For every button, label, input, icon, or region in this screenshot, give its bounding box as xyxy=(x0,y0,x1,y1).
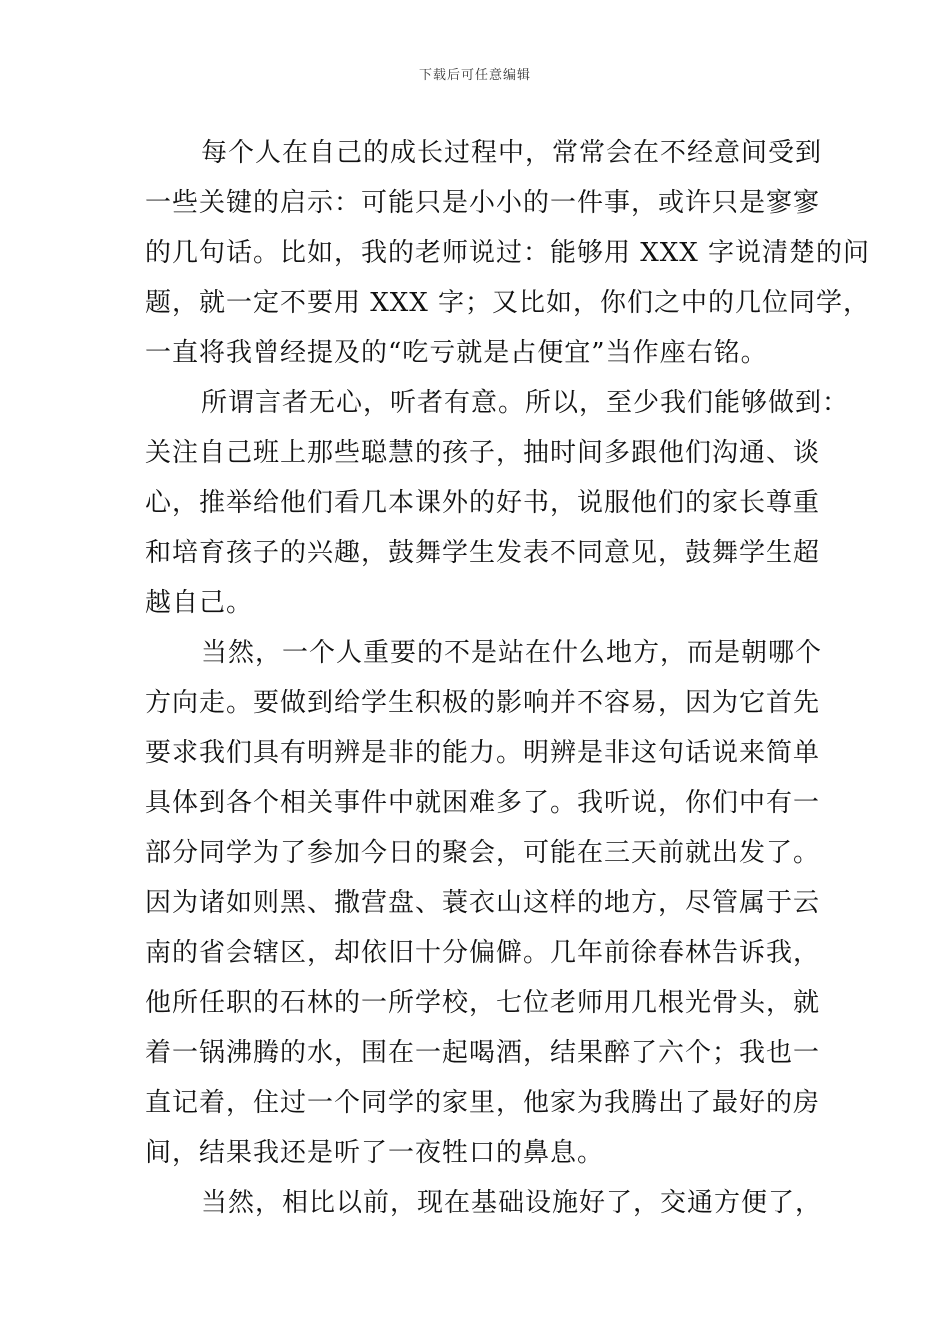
text-line: 直记着，住过一个同学的家里，他家为我腾出了最好的房 xyxy=(145,1088,821,1118)
text-line: 关注自己班上那些聪慧的孩子，抽时间多跟他们沟通、谈 xyxy=(145,438,821,468)
text-line: 方向走。要做到给学生积极的影响并不容易，因为它首先 xyxy=(145,688,821,718)
text-line: 着一锅沸腾的水，围在一起喝酒，结果醉了六个；我也一 xyxy=(145,1038,821,1068)
text-line: 当然，相比以前，现在基础设施好了，交通方便了， xyxy=(201,1188,823,1218)
text-line: 具体到各个相关事件中就困难多了。我听说，你们中有一 xyxy=(145,788,821,818)
text-line: 的几句话。比如，我的老师说过：能够用 XXX 字说清楚的问 xyxy=(145,238,871,268)
paragraph xyxy=(145,628,823,1178)
text-line: 因为诸如则黑、撒营盘、蓑衣山这样的地方，尽管属于云 xyxy=(145,888,821,918)
text-line: 间，结果我还是听了一夜牲口的鼻息。 xyxy=(145,1138,605,1168)
paragraph xyxy=(145,128,871,378)
paragraph xyxy=(145,1178,823,1228)
text-line: 他所任职的石林的一所学校，七位老师用几根光骨头，就 xyxy=(145,988,821,1018)
text-line: 要求我们具有明辨是非的能力。明辨是非这句话说来简单 xyxy=(145,738,821,768)
text-line: 心，推举给他们看几本课外的好书，说服他们的家长尊重 xyxy=(145,488,821,518)
text-line: 所谓言者无心，听者有意。所以，至少我们能够做到： xyxy=(201,388,850,418)
text-line: 部分同学为了参加今日的聚会，可能在三天前就出发了。 xyxy=(145,838,821,868)
text-line: 和培育孩子的兴趣，鼓舞学生发表不同意见，鼓舞学生超 xyxy=(145,538,821,568)
document-body xyxy=(145,128,871,1228)
text-line: 每个人在自己的成长过程中，常常会在不经意间受到 xyxy=(201,138,823,168)
text-line: 当然，一个人重要的不是站在什么地方，而是朝哪个 xyxy=(201,638,823,668)
text-line: 一些关键的启示：可能只是小小的一件事，或许只是寥寥 xyxy=(145,188,821,218)
text-line: 南的省会辖区，却依旧十分偏僻。几年前徐春林告诉我， xyxy=(145,938,821,968)
page-header: 下载后可任意编辑 xyxy=(418,68,531,83)
text-line: 一直将我曾经提及的“吃亏就是占便宜”当作座右铭。 xyxy=(145,338,768,368)
paragraph xyxy=(145,378,850,628)
text-line: 越自己。 xyxy=(145,588,254,618)
text-line: 题，就一定不要用 XXX 字；又比如，你们之中的几位同学， xyxy=(145,288,871,318)
